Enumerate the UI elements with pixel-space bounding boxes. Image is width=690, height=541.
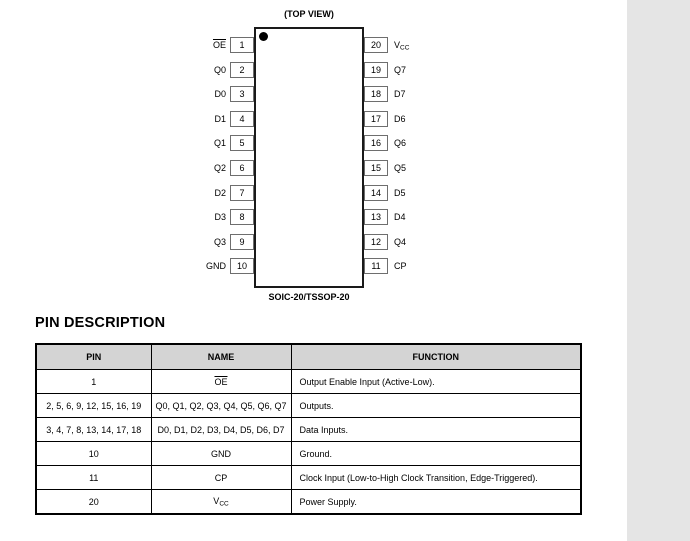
- pin-cell: 1: [36, 370, 151, 394]
- pin-16-label: Q6: [394, 138, 407, 148]
- pin-10-label: GND: [206, 261, 226, 271]
- pin1-indicator-dot: [259, 32, 268, 41]
- table-row: [36, 490, 581, 515]
- pin-2-label: Q0: [213, 65, 226, 75]
- pin-15-label: Q5: [394, 163, 407, 173]
- table-row: [36, 466, 581, 490]
- viewer-background-panel: [627, 0, 690, 541]
- pin-4-number-box: 4: [230, 111, 254, 127]
- table-row: [36, 370, 581, 394]
- pin-4-label: D1: [214, 114, 226, 124]
- pin-6-number-box: 6: [230, 160, 254, 176]
- column-header-function: FUNCTION: [291, 344, 581, 370]
- pin-cell: 3, 4, 7, 8, 13, 14, 17, 18: [36, 418, 151, 442]
- pin-12-number-box: 12: [364, 234, 388, 250]
- pin-17-number-box: 17: [364, 111, 388, 127]
- overline-text: $\overline{OE}$: [212, 40, 226, 50]
- pin-description-title: PIN DESCRIPTION: [35, 315, 166, 331]
- pin-18-number-box: 18: [364, 86, 388, 102]
- pin-12-label: Q4: [394, 237, 407, 247]
- name-cell: CP: [151, 466, 291, 490]
- pin-11-number-box: 11: [364, 258, 388, 274]
- subscript-text: CC: [400, 44, 410, 52]
- table-row: [36, 442, 581, 466]
- pin-cell: 10: [36, 442, 151, 466]
- table-row: [36, 418, 581, 442]
- pin-5-number-box: 5: [230, 135, 254, 151]
- pin-2-number-box: 2: [230, 62, 254, 78]
- pin-9-label: Q3: [213, 237, 226, 247]
- function-cell: Power Supply.: [291, 490, 581, 515]
- table-header-row: [36, 344, 581, 370]
- pin-14-label: D5: [394, 188, 406, 198]
- pin-11-label: CP: [394, 261, 407, 271]
- subscript-text: CC: [219, 500, 229, 508]
- pin-14-number-box: 14: [364, 185, 388, 201]
- name-cell: GND: [151, 442, 291, 466]
- column-header-name: NAME: [151, 344, 291, 370]
- pin-8-number-box: 8: [230, 209, 254, 225]
- pin-7-label: D2: [214, 188, 226, 198]
- function-cell: Output Enable Input (Active-Low).: [291, 370, 581, 394]
- pin-16-number-box: 16: [364, 135, 388, 151]
- pin-1-number-box: 1: [230, 37, 254, 53]
- pin-15-number-box: 15: [364, 160, 388, 176]
- pin-cell: 20: [36, 490, 151, 515]
- name-cell: VCC: [151, 490, 291, 515]
- pin-9-number-box: 9: [230, 234, 254, 250]
- package-type-label: SOIC-20/TSSOP-20: [268, 292, 350, 302]
- pin-8-label: D3: [214, 212, 226, 222]
- pin-20-label: VCC: [394, 40, 410, 52]
- pin-1-label: [140, 37, 226, 53]
- pin-cell: 11: [36, 466, 151, 490]
- pin-17-label: D6: [394, 114, 406, 124]
- name-cell: [151, 370, 291, 394]
- overline-text: $\overline{OE}$: [214, 376, 228, 387]
- pin-19-number-box: 19: [364, 62, 388, 78]
- pin-18-label: D7: [394, 89, 406, 99]
- pin-13-number-box: 13: [364, 209, 388, 225]
- table-row: [36, 394, 581, 418]
- pin-3-number-box: 3: [230, 86, 254, 102]
- pin-20-number-box: 20: [364, 37, 388, 53]
- pin-19-label: Q7: [394, 65, 407, 75]
- pin-description-table: [35, 343, 582, 515]
- name-cell: Q0, Q1, Q2, Q3, Q4, Q5, Q6, Q7: [151, 394, 291, 418]
- ic-package-body: [254, 27, 364, 288]
- pin-cell: 2, 5, 6, 9, 12, 15, 16, 19: [36, 394, 151, 418]
- pin-6-label: Q2: [213, 163, 226, 173]
- top-view-label: (TOP VIEW): [284, 9, 334, 19]
- function-cell: Outputs.: [291, 394, 581, 418]
- pin-5-label: Q1: [213, 138, 226, 148]
- function-cell: Clock Input (Low-to-High Clock Transition, Edge-Triggered).: [291, 466, 581, 490]
- pin-3-label: D0: [214, 89, 226, 99]
- name-cell: D0, D1, D2, D3, D4, D5, D6, D7: [151, 418, 291, 442]
- table-body: [36, 370, 581, 515]
- column-header-pin: PIN: [36, 344, 151, 370]
- pin-7-number-box: 7: [230, 185, 254, 201]
- function-cell: Ground.: [291, 442, 581, 466]
- pin-10-number-box: 10: [230, 258, 254, 274]
- function-cell: Data Inputs.: [291, 418, 581, 442]
- pin-13-label: D4: [394, 212, 406, 222]
